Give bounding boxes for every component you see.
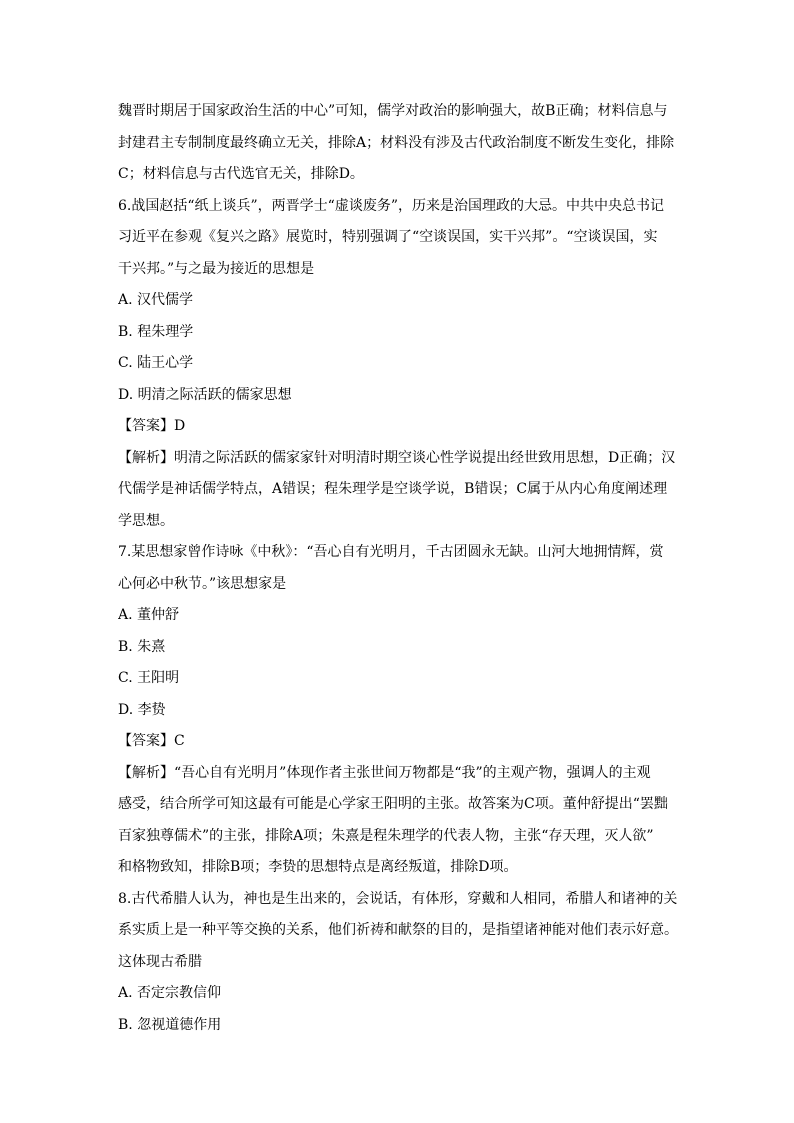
- text-line: 学思想。: [118, 512, 174, 529]
- text-line: 心何必中秋节。”该思想家是: [118, 575, 287, 592]
- text-line: 封建君主专制制度最终确立无关，排除A；材料没有涉及古代政治制度不断发生变化，排除: [118, 134, 675, 151]
- text-line: 和格物致知，排除B项；李贽的思想特点是离经叛道，排除D项。: [118, 859, 518, 875]
- question-8-stem: 8.古代希腊人认为，神也是生出来的，会说话，有体形，穿戴和人相同，希腊人和诸神的关: [118, 890, 678, 907]
- option-b: B. 朱熹: [118, 638, 166, 655]
- text-line: 感受，结合所学可知这最有可能是心学家王阳明的主张。故答案为C项。董仲舒提出“罢黜: [118, 796, 668, 812]
- option-b: B. 程朱理学: [118, 323, 194, 340]
- option-a: A. 董仲舒: [118, 607, 180, 623]
- option-a: A. 汉代儒学: [118, 292, 194, 308]
- text-line: 百家独尊儒术”的主张，排除A项；朱熹是程朱理学的代表人物，主张“存天理，灭人欲”: [118, 827, 654, 844]
- option-b: B. 忽视道德作用: [118, 1016, 222, 1033]
- option-d: D. 李贽: [118, 701, 166, 718]
- analysis-line: 【解析】“吾心自有光明月”体现作者主张世间万物都是“我”的主观产物，强调人的主观: [118, 764, 651, 781]
- text-line: 系实质上是一种平等交换的关系，他们祈祷和献祭的目的，是指望诸神能对他们表示好意。: [118, 922, 678, 938]
- option-c: C. 王阳明: [118, 670, 180, 686]
- option-d: D. 明清之际活跃的儒家思想: [118, 386, 292, 403]
- analysis-line: 【解析】明清之际活跃的儒家家针对明清时期空谈心性学说提出经世致用思想，D正确；汉: [118, 449, 676, 466]
- document-page: [118, 96, 680, 1041]
- option-c: C. 陆王心学: [118, 355, 194, 371]
- question-7-stem: 7.某思想家曾作诗咏《中秋》：“吾心自有光明月，千古团圆永无缺。山河大地拥情辉，赏: [118, 544, 664, 560]
- text-line: 习近平在参观《复兴之路》展览时，特别强调了“空谈误国，实干兴邦”。“空谈误国，实: [118, 229, 658, 245]
- answer-line: 【答案】C: [118, 733, 185, 749]
- text-line: 魏晋时期居于国家政治生活的中心”可知，儒学对政治的影响强大，故B正确；材料信息与: [118, 103, 668, 119]
- text-line: 干兴邦。”与之最为接近的思想是: [118, 260, 315, 277]
- text-line: C；材料信息与古代选官无关，排除D。: [118, 166, 364, 182]
- answer-line: 【答案】D: [118, 418, 186, 434]
- text-line: 代儒学是神话儒学特点，A错误；程朱理学是空谈学说，B错误；C属于从内心角度阐述理: [118, 481, 668, 497]
- option-a: A. 否定宗教信仰: [118, 985, 222, 1001]
- text-line: 这体现古希腊: [118, 953, 202, 970]
- question-6-stem: 6.战国赵括“纸上谈兵”，两晋学士“虚谈废务”，历来是治国理政的大忌。中共中央总书记: [118, 197, 664, 214]
